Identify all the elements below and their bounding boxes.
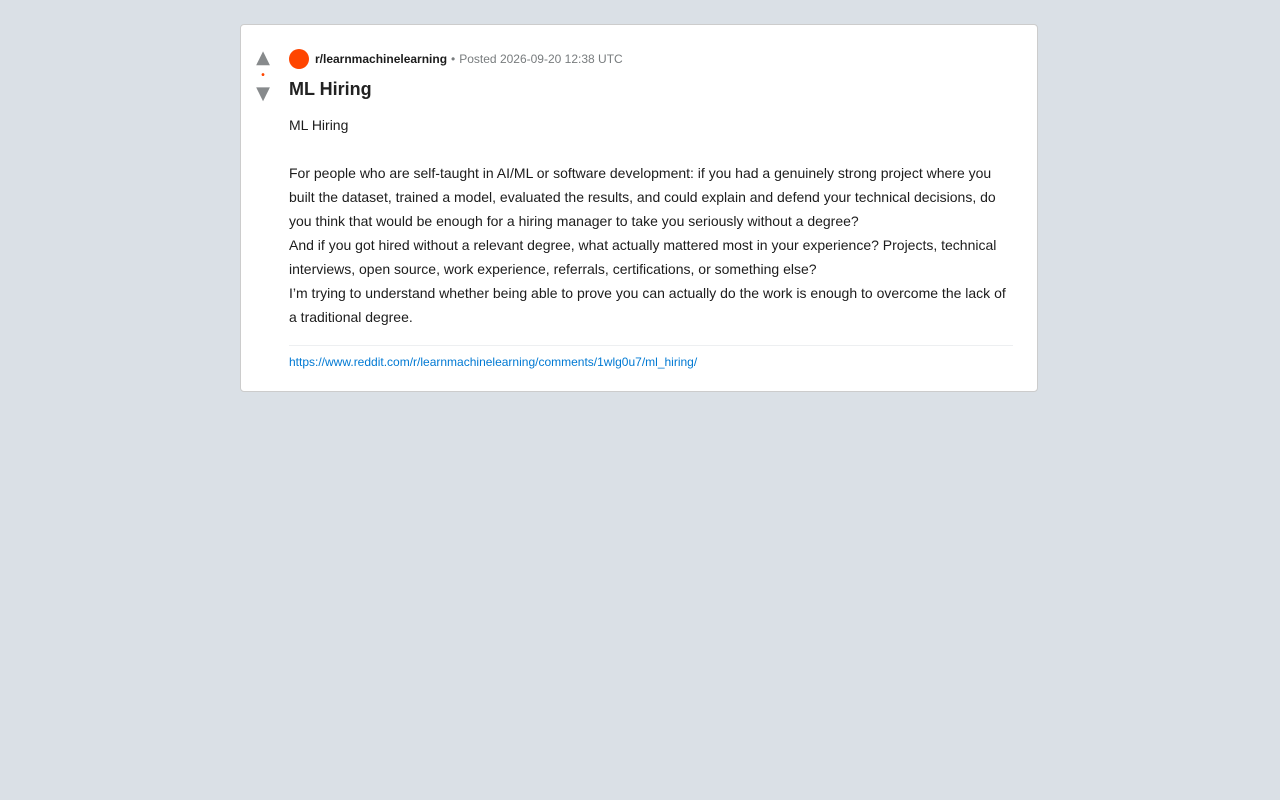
post-card (240, 24, 1038, 392)
subreddit-name[interactable]: r/learnmachinelearning (315, 52, 448, 66)
divider (289, 345, 1013, 346)
post-content (289, 49, 1013, 371)
subreddit-avatar[interactable] (289, 49, 309, 69)
post-meta (289, 49, 1013, 69)
post-body (289, 113, 1013, 329)
post-permalink[interactable]: https://www.reddit.com/r/learnmachinelearning/comments/1wlg0u7/ml_hiring/ (289, 355, 698, 369)
posted-timestamp: Posted 2026-09-20 12:38 UTC (459, 52, 623, 66)
downvote-icon[interactable]: ▼ (256, 83, 270, 104)
post-body-first-line: ML Hiring (289, 117, 349, 133)
post-title: ML Hiring (289, 79, 372, 99)
vote-score: • (261, 70, 265, 81)
post-body-paragraph: I’m trying to understand whether being able to prove you can actually do the work is enough to overcome the lack of a traditional degree. (289, 285, 1006, 325)
vote-column (241, 25, 285, 103)
upvote-icon[interactable]: ▲ (256, 47, 270, 68)
paragraph-gap (289, 137, 1013, 161)
meta-separator: • (451, 52, 456, 66)
post-body-paragraph: For people who are self-taught in AI/ML or software development: if you had a genuinely strong project where you built the dataset, trained a model, evaluated the results, and could explain and defend your technical decisions, do you think that would be enough for a hiring manager to take you seriously without a degree? (289, 165, 996, 229)
post-body-paragraph: And if you got hired without a relevant degree, what actually mattered most in your experience? Projects, technical interviews, open source, work experience, referrals, certifications, or something else? (289, 237, 997, 277)
